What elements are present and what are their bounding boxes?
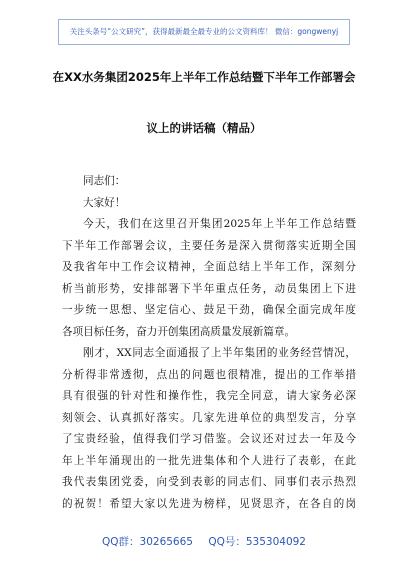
- body-line: 的祝贺！希望大家以先进为榜样，见贤思齐，在各自的岗: [62, 497, 356, 510]
- body-line: 同志们：: [83, 175, 126, 187]
- header-notice: 关注头条号“公文研究”，获得最新最全最专业的公文资料库！ 微信：gongwenyj: [58, 19, 350, 45]
- body-line: 刻领会、认真抓好落实。几家先进单位的典型发言，分享: [62, 411, 356, 424]
- document-title-line-1: 在XX水务集团2025年上半年工作总结暨下半年工作部署会: [52, 70, 356, 84]
- body-line: 今天，我们在这里召开集团2025年上半年工作总结暨: [83, 218, 356, 230]
- body-line: 刚才，XX同志全面通报了上半年集团的业务经营情况，: [83, 347, 356, 359]
- body-line: 各项目标任务，奋力开创集团高质量发展新篇章。: [62, 325, 296, 338]
- body-line: 年上半年涌现出的一批先进集体和个人进行了表彰，在此: [62, 454, 356, 467]
- footer-qq-number: QQ号：535304092: [208, 536, 306, 548]
- body-line: 分析得非常透彻，点出的问题也很精准，提出的工作举措: [62, 368, 356, 381]
- body-line: 析当前形势，安排部署下半年重点任务，动员集团上下进: [62, 282, 356, 295]
- body-line: 具有很强的针对性和操作性，我完全同意，请大家务必深: [62, 390, 356, 402]
- body-line: 及我省年中工作会议精神，全面总结上半年工作，深刻分: [62, 261, 356, 273]
- body-line: 下半年工作部署会议，主要任务是深入贯彻落实近期全国: [62, 239, 356, 252]
- body-line: 一步统一思想、坚定信心、鼓足干劲，确保全面完成年度: [62, 304, 356, 316]
- body-line: 了宝贵经验，值得我们学习借鉴。会议还对过去一年及今: [62, 433, 356, 445]
- document-body: [62, 171, 356, 515]
- footer-qq-group: QQ群：30265665: [102, 536, 193, 548]
- document-title-line-2: 议上的讲话稿（精品）: [146, 121, 262, 135]
- footer-contacts: [0, 534, 408, 549]
- body-line: 我代表集团党委，向受到表彰的同志们、同事们表示热烈: [62, 476, 356, 488]
- body-line: 大家好！: [83, 196, 126, 209]
